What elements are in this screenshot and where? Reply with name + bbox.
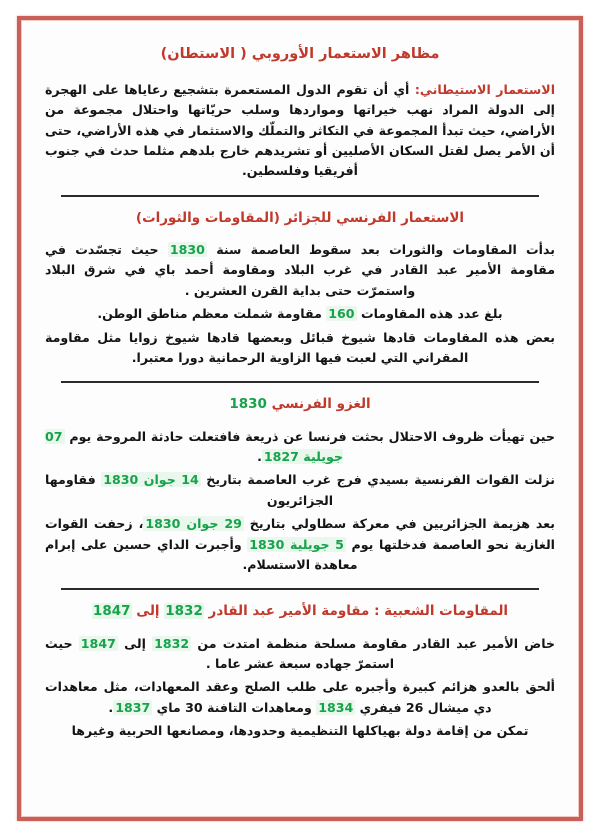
paragraph-sidi-fredj-landing: نزلت القوات الفرنسية بسيدي فرج غرب العاصمة بتاريخ 14 جوان 1830 فقاومها الجزائريون — [45, 472, 555, 508]
highlighted-date: 07 جويلية 1827 — [45, 428, 343, 464]
paragraph-list-abd-el-kader — [45, 634, 555, 742]
highlighted-date: 160 — [328, 306, 355, 322]
paragraph-staoueli-battle: بعد هزيمة الجزائريين في معركة سطاولي بتاريخ 29 جوان 1830، زحفت القوات الغازية نحو العاصمة فدخلتها يوم 5 جويلية 1830 وأجبرت الداي حسين على إبرام معاهدة الاستسلام. — [45, 516, 556, 572]
highlighted-date: 1832 — [154, 635, 190, 651]
highlighted-date: 29 جوان 1830 — [145, 516, 242, 532]
highlighted-date: 1834 — [318, 699, 354, 715]
section-french-invasion-1830 — [43, 394, 557, 575]
heading-year: 1832 — [165, 603, 203, 620]
paragraph-settler-colonialism-definition — [45, 80, 555, 182]
paragraph-list-invasion — [45, 427, 555, 576]
highlighted-date: 1837 — [115, 699, 151, 715]
paragraph-state-building: تمكن من إقامة دولة بهياكلها التنظيمية وحدودها، ومصانعها الحربية وغيرها — [71, 723, 529, 739]
paragraph-resistances-start: بدأت المقاومات والثورات بعد سقوط العاصمة سنة 1830 حيث تجسّدت في مقاومة الأمير عبد القادر في غرب البلاد ومقاومة أحمد باي في شرق البلاد واستمرّت حتى بداية القرن العشرين . — [45, 241, 555, 298]
heading-year: 1847 — [92, 603, 131, 620]
highlighted-date: 1830 — [169, 241, 205, 257]
page-frame-border — [17, 16, 583, 821]
highlighted-date: 14 جوان 1830 — [103, 472, 199, 488]
section-french-colonization — [43, 208, 557, 369]
paragraph-list-french-colonization — [45, 240, 555, 368]
highlighted-date: 5 جويلية 1830 — [249, 536, 344, 552]
section-heading-french-colonization: الاستعمار الفرنسي للجزائر (المقاومات والثورات) — [135, 209, 465, 226]
paragraph-resistances-count: بلغ عدد هذه المقاومات 160 مقاومة شملت معظم مناطق الوطن. — [97, 306, 503, 322]
paragraph-treaties: ألحق بالعدو هزائم كبيرة وأجبره على طلب الصلح وعقد المعهادات، مثل معاهدات دي ميشال 26 فيفري 1834 ومعاهدات التافنة 30 ماي 1837. — [45, 679, 555, 715]
section-settler-colonialism — [43, 44, 557, 182]
paragraph-fan-incident: حين تهيأت ظروف الاحتلال بحثت فرنسا عن ذريعة فافتعلت حادثة المروحة يوم 07 جويلية 1827. — [45, 428, 555, 464]
section-popular-resistance — [43, 601, 557, 741]
page-title: مظاهر الاستعمار الأوروبي ( الاستطان) — [160, 46, 440, 62]
paragraph-text: أي أن تقوم الدول المستعمرة بتشجيع رعاياها على الهجرة إلى الدولة المراد نهب خيراتها ومواردها وسلب حريّاتها واحتلال مجموعة من الأراضي، حيث تبدأ المجموعة في التكاثر والتملّك والاستثمار في هذه الأراضي، حتى أن الأمر يصل لقتل السكان الأصليين أو تشريدهم خارج بلدهم مثلما حدث في جنوب أفريقيا وفلسطين. — [45, 81, 555, 179]
paragraph-armed-resistance-span: خاض الأمير عبد القادر مقاومة مسلحة منظمة امتدت من 1832 إلى 1847 حيث استمرّ جهاده سبعة عشر عاما . — [45, 635, 556, 671]
heading-year: 1830 — [229, 396, 267, 413]
section-heading-popular-resistance: المقاومات الشعبية : مقاومة الأمير عبد القادر 1832 إلى 1847 — [92, 603, 509, 620]
highlighted-date: 1847 — [80, 635, 116, 651]
page-content-area — [21, 20, 579, 817]
section-heading-french-invasion: الغزو الفرنسي 1830 — [229, 396, 371, 413]
section-divider-2 — [61, 381, 539, 383]
section-divider-3 — [61, 588, 539, 590]
term-label-settler-colonialism: الاستعمار الاستيطاني: — [414, 81, 556, 97]
section-divider-1 — [61, 195, 539, 197]
paragraph-resistances-leaders: بعض هذه المقاومات قادها شيوخ قبائل وبعضها قادها شيوخ زوايا مثل مقاومة المقراني التي لعبت فيها الزاوية الرحمانية دورا معتبرا. — [45, 329, 555, 365]
